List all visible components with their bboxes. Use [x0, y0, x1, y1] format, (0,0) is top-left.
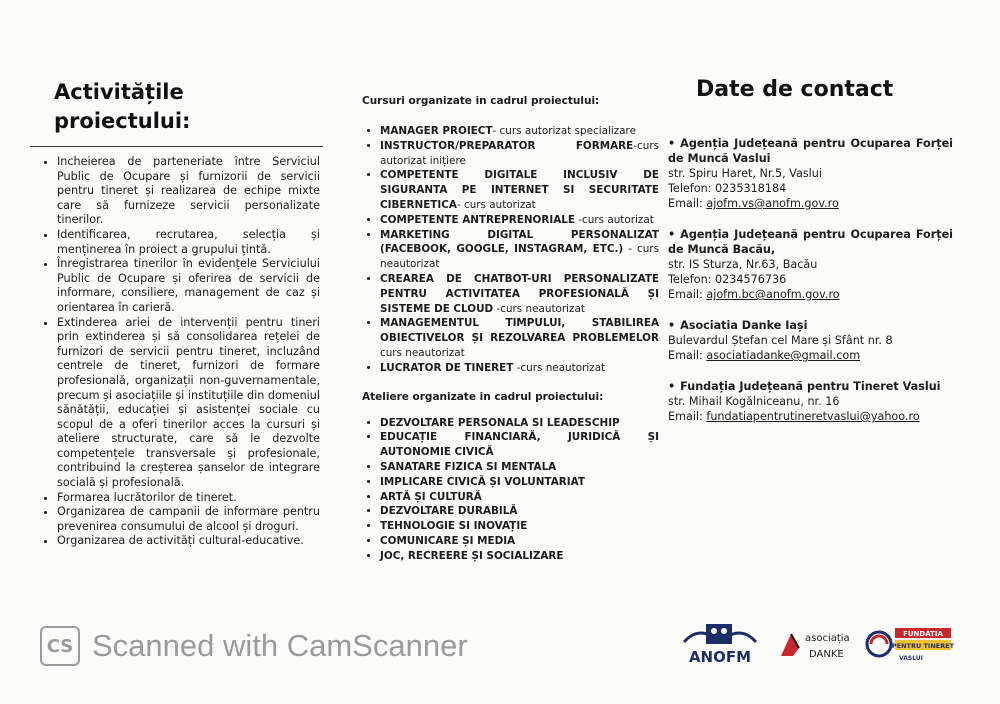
bullet-icon: • [668, 319, 676, 332]
activities-list [40, 155, 320, 549]
activity-item: • Înregistrarea tinerilor în evidențele Serviciului Public de Ocupare și oferirea de servicii de informare, consiliere, management de caz și orientarea în carieră. [57, 257, 320, 315]
contact-ajofm-bacau [668, 227, 953, 302]
svg-text:ANOFM: ANOFM [688, 648, 752, 666]
svg-text:DANKE: DANKE [809, 649, 844, 660]
workshops-list [362, 416, 659, 564]
course-item [380, 213, 659, 228]
email-label: Email: [668, 349, 707, 362]
course-item [380, 139, 659, 169]
activity-item: • Organizarea de campanii de informare pentru prevenirea consumului de alcool și droguri. [57, 505, 320, 534]
contact-fundatia-tineret [668, 379, 953, 424]
svg-text:FUNDATIA: FUNDATIA [903, 630, 943, 638]
workshop-item: • SANATARE FIZICA SI MENTALA [380, 460, 659, 475]
contact-phone: Telefon: 0234576736 [668, 273, 787, 286]
contact-asociatia-danke [668, 318, 953, 363]
bullet-icon: • [668, 228, 676, 241]
workshop-item: • TEHNOLOGIE SI INOVAȚIE [380, 519, 659, 534]
contact-phone: Telefon: 0235318184 [668, 182, 787, 195]
contact-ajofm-vaslui [668, 136, 953, 211]
bullet-icon: • [668, 380, 676, 393]
contact-email-link[interactable]: asociatiadanke@gmail.com [706, 349, 861, 362]
courses-heading: Cursuri organizate in cadrul proiectului: [362, 95, 600, 107]
course-item [380, 124, 659, 139]
svg-text:asociația: asociația [805, 633, 850, 644]
course-item [380, 272, 659, 316]
watermark-text: Scanned with CamScanner [92, 628, 468, 663]
contact-name: Asociatia Danke Iași [680, 319, 808, 332]
workshops-heading: Ateliere organizate in cadrul proiectului: [362, 390, 604, 403]
course-name: MANAGEMENTUL TIMPULUI, STABILIREA OBIECTIVELOR ȘI REZOLVAREA PROBLEMELOR [380, 317, 659, 345]
anofm-logo-icon [680, 620, 760, 668]
courses-list [362, 124, 659, 376]
course-name: LUCRATOR DE TINERET [380, 361, 514, 374]
contact-address: str. Spiru Haret, Nr.5, Vaslui [668, 167, 822, 180]
contact-name: Fundația Județeană pentru Tineret Vaslui [680, 380, 941, 393]
course-name: COMPETENTE ANTREPRENORIALE [380, 213, 575, 226]
activities-title: Activitățile proiectului: [54, 80, 191, 133]
workshop-item: • DEZVOLTARE DURABILĂ [380, 504, 659, 519]
contact-address: str. Mihail Kogălniceanu, nr. 16 [668, 395, 840, 408]
camscanner-watermark [40, 624, 468, 668]
activity-item: • Formarea lucrătorilor de tineret. [57, 491, 320, 506]
workshop-item: • IMPLICARE CIVICĂ ȘI VOLUNTARIAT [380, 475, 659, 490]
course-name: MANAGER PROIECT [380, 125, 493, 137]
course-name: INSTRUCTOR/PREPARATOR FORMARE [380, 139, 634, 152]
course-type: -curs neautorizat [493, 302, 585, 315]
course-item [380, 168, 659, 212]
contact-email-link[interactable]: ajofm.bc@anofm.gov.ro [706, 288, 840, 301]
course-type: - curs autorizat [456, 198, 536, 211]
partner-logos [680, 620, 970, 670]
title-divider [30, 146, 323, 147]
course-type: - curs autorizat specializare [492, 125, 636, 137]
activity-item: • Extinderea ariei de intervenții pentru tineri prin extinderea și să consolidarea rețelei de furnizori de servicii pentru tineret, incluzând centrele de tineret, furnizori de formare profesională, organizații non-guvernamentale, precum și asociațiile și instituțiile din domeniul sănătății, educației și asistenței sociale cu scopul de a oferi tinerilor acces la cursuri și ateliere structurate, care să le dezvolte competențele transversale și profesionale, contribuind la creșterea șanselor de integrare socială și profesională. [57, 316, 320, 491]
danke-logo-icon [775, 626, 855, 666]
activities-column [40, 78, 320, 549]
course-item [380, 228, 659, 272]
course-type: -curs neautorizat [513, 361, 606, 374]
camscanner-logo-icon: CS [40, 626, 80, 666]
bullet-icon: • [668, 137, 676, 150]
workshop-item: • JOC, RECREERE ȘI SOCIALIZARE [380, 549, 659, 564]
course-type: curs neautorizat [380, 346, 465, 359]
contact-email-link[interactable]: ajofm.vs@anofm.gov.ro [706, 197, 839, 210]
fundatia-logo-icon [865, 622, 955, 666]
contact-address: str. IS Sturza, Nr.63, Bacău [668, 258, 818, 271]
course-type: -curs autorizat inițiere [380, 139, 659, 167]
email-label: Email: [668, 197, 707, 210]
course-name: COMPETENTE DIGITALE INCLUSIV DE SIGURANTA PE INTERNET SI SECURITATE CIBERNETICA [380, 169, 659, 211]
workshop-item: • COMUNICARE ȘI MEDIA [380, 534, 659, 549]
email-label: Email: [668, 410, 707, 423]
course-item [380, 316, 659, 360]
activity-item: • Identificarea, recrutarea, selecția și menținerea în proiect a grupului țintă. [57, 228, 320, 257]
contact-title: Date de contact [696, 77, 894, 102]
courses-column [362, 94, 659, 564]
course-type: - curs neautorizat [380, 243, 659, 271]
course-name: CREAREA DE CHATBOT-URI PERSONALIZATE PENTRU ACTIVITATEA PROFESIONALĂ ȘI SISTEME DE CLOUD [380, 272, 659, 315]
contact-email-link[interactable]: fundatiapentrutineretvaslui@yahoo.ro [706, 410, 920, 423]
contact-address: Bulevardul Ștefan cel Mare și Sfânt nr. 8 [668, 334, 893, 347]
contact-name: Agenția Județeană pentru Ocuparea Forței de Muncă Vaslui [668, 137, 953, 165]
contact-column [668, 76, 953, 440]
contact-name: Agenția Județeană pentru Ocuparea Forței de Muncă Bacău, [668, 228, 953, 256]
course-item [380, 361, 659, 376]
workshop-item: • ARTĂ ȘI CULTURĂ [380, 490, 659, 505]
svg-text:VASLUI: VASLUI [899, 655, 923, 662]
activity-item: • Incheierea de parteneriate între Serviciul Public de Ocupare și furnizorii de servicii pentru tineret și realizarea de echipe mixte care să furnizeze servicii personalizate tinerilor. [57, 155, 320, 228]
workshop-item: • DEZVOLTARE PERSONALA SI LEADESCHIP [380, 416, 659, 431]
course-type: -curs autorizat [575, 213, 654, 226]
course-name: MARKETING DIGITAL PERSONALIZAT (FACEBOOK, GOOGLE, INSTAGRAM, ETC.) [380, 228, 659, 256]
workshop-item: • EDUCAȚIE FINANCIARĂ, JURIDICĂ ȘI AUTONOMIE CIVICĂ [380, 430, 659, 460]
activity-item: • Organizarea de activități cultural-educative. [57, 534, 320, 549]
email-label: Email: [668, 288, 707, 301]
svg-text:PENTRU TINERET: PENTRU TINERET [891, 642, 955, 650]
